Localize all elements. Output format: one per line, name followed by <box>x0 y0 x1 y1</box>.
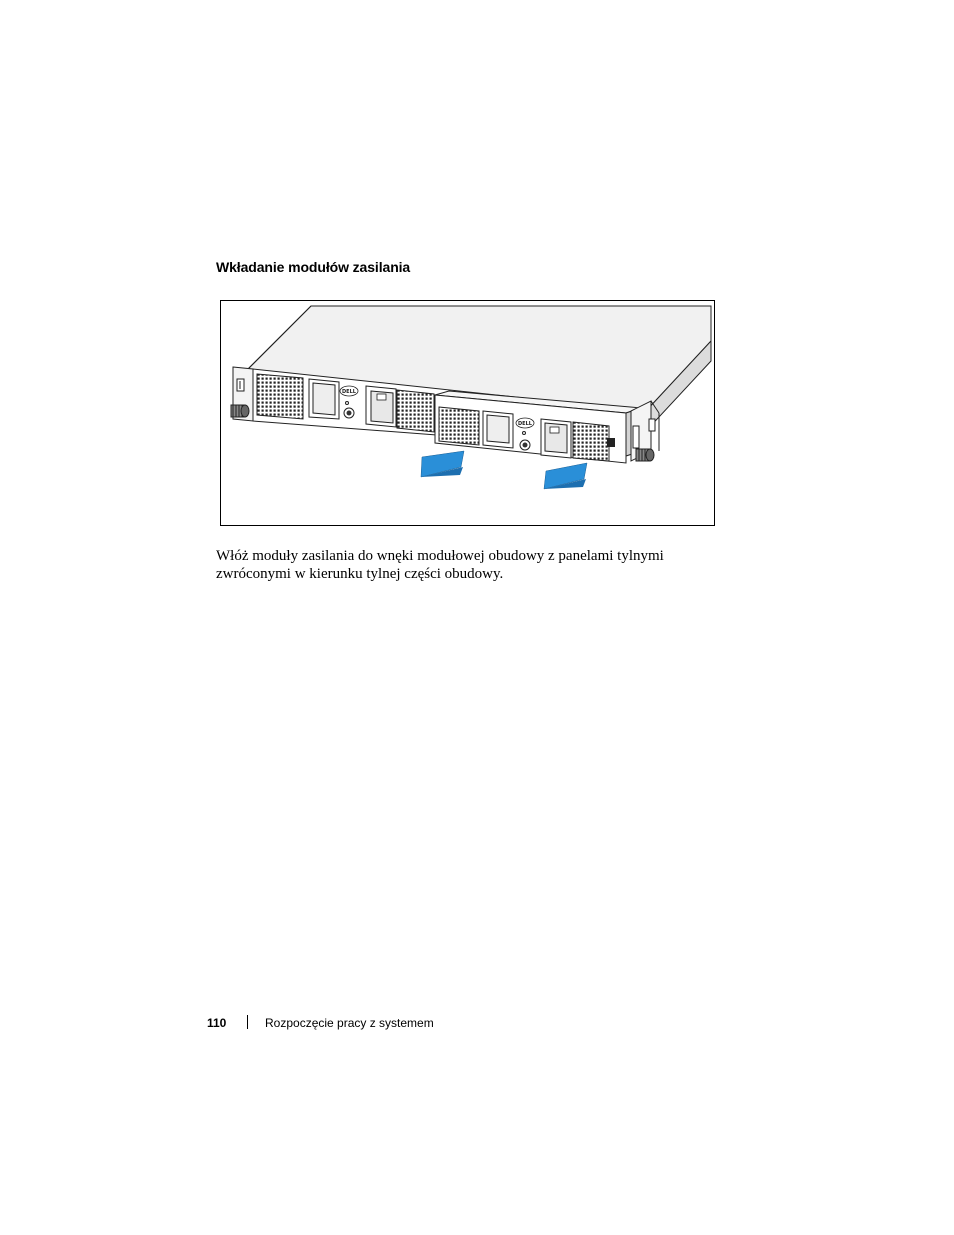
dell-logo-icon <box>340 386 358 396</box>
insert-arrow-left-icon <box>421 451 464 477</box>
svg-text:DELL: DELL <box>342 389 356 395</box>
svg-text:DELL: DELL <box>518 421 532 427</box>
thumbscrew-right-icon <box>636 449 654 461</box>
footer-separator <box>247 1015 248 1029</box>
thumbscrew-left-icon <box>231 405 249 417</box>
section-heading: Wkładanie modułów zasilania <box>216 259 411 275</box>
figure-frame <box>220 300 715 526</box>
insert-arrow-right-icon <box>544 463 587 489</box>
body-paragraph: Włóż moduły zasilania do wnęki modułowej obudowy z panelami tylnymi zwróconymi w kierunku tylnej części obudowy. <box>216 548 664 582</box>
dell-logo-icon-2 <box>516 418 534 428</box>
footer-section-title: Rozpoczęcie pracy z systemem <box>265 1016 434 1030</box>
power-supply-illustration <box>221 301 714 525</box>
page-number: 110 <box>207 1016 227 1030</box>
